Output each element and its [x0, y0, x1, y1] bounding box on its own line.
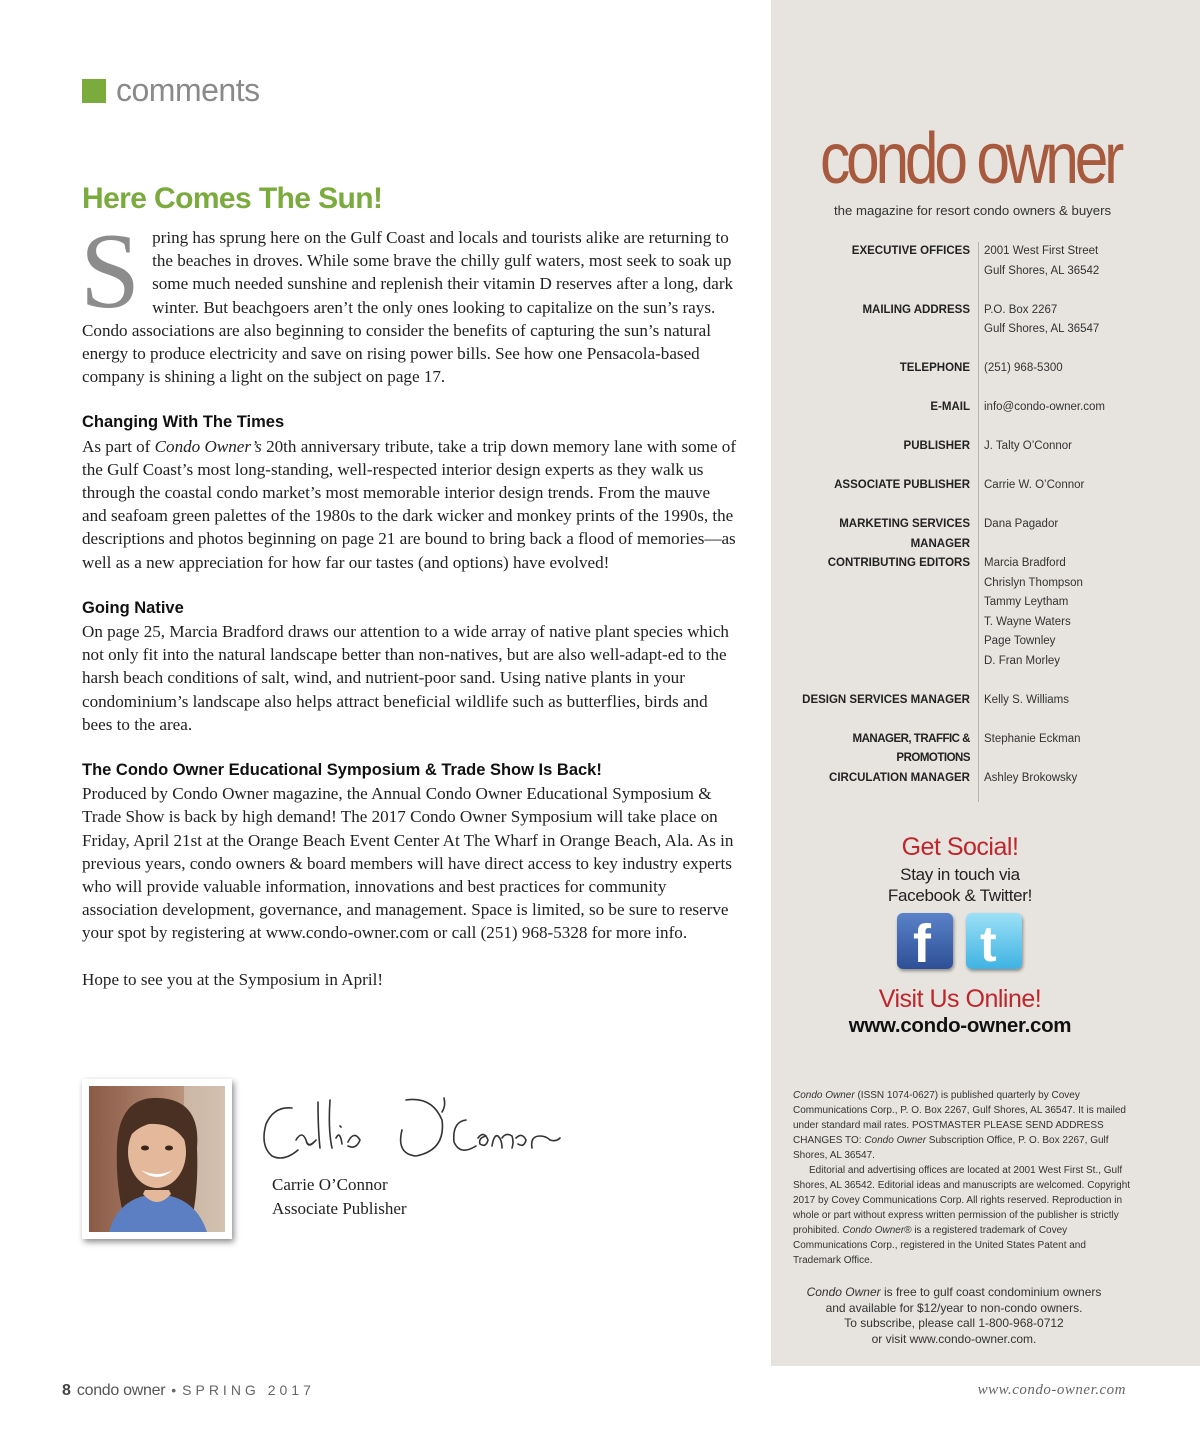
masthead-value: Stephanie Eckman	[984, 732, 1081, 745]
magazine-name-italic: Condo Owner’s	[154, 436, 262, 456]
footer-separator: •	[171, 1382, 177, 1398]
article-headline: Here Comes The Sun!	[82, 182, 383, 215]
masthead-label: DESIGN SERVICES MANAGER	[802, 693, 970, 706]
intro-paragraph	[80, 212, 738, 388]
masthead-row	[780, 398, 1160, 437]
masthead-label: ASSOCIATE PUBLISHER	[834, 479, 970, 491]
masthead-value: Kelly S. Williams	[984, 693, 1069, 706]
masthead-value: Ashley Brokowsky	[984, 771, 1078, 784]
paragraph-changing-times: As part of Condo Owner’s 20th anniversary tribute, take a trip down memory lane with some of the Gulf Coast’s most long-standing, well-respected interior design experts as they walk us through the coastal condo market’s most memorable interior design trends. From the mauve and seafoam green palettes of the 1980s to the dark wicker and monkey prints of the 1990s, the descriptions and photos beginning on page 21 are bound to bring back a flood of memories—as well as a new appreciation for how far our tastes (and options) have evolved!	[82, 436, 737, 572]
masthead-row	[780, 769, 1160, 803]
author-photo	[89, 1086, 225, 1232]
masthead-values	[978, 554, 1083, 691]
masthead-label: MARKETING SERVICES MANAGER	[839, 518, 970, 550]
masthead-values	[978, 398, 1105, 437]
article-body	[80, 212, 738, 991]
masthead-row	[780, 242, 1160, 301]
masthead-value: Dana Pagador	[984, 518, 1059, 530]
masthead-values	[978, 730, 1081, 769]
masthead-values	[978, 437, 1072, 476]
masthead-value: 2001 West First Street	[984, 245, 1099, 257]
masthead-value: D. Fran Morley	[984, 654, 1061, 667]
masthead-values	[978, 691, 1069, 730]
publication-fineprint	[793, 1088, 1133, 1268]
masthead-values	[978, 242, 1099, 301]
masthead-label: PUBLISHER	[903, 440, 970, 452]
footer-magazine-name: condo owner	[76, 1382, 166, 1399]
masthead-value: Carrie W. O’Connor	[984, 479, 1085, 491]
masthead-list	[780, 242, 1160, 802]
twitter-icon[interactable]: t	[966, 913, 1022, 969]
author-photo-frame	[82, 1079, 232, 1239]
signoff	[272, 1173, 407, 1220]
masthead-label: CONTRIBUTING EDITORS	[827, 557, 970, 569]
signature-graphic	[256, 1090, 566, 1170]
masthead-row	[780, 476, 1160, 515]
masthead-value: J. Talty O’Connor	[984, 440, 1072, 452]
get-social-heading: Get Social!	[901, 833, 1019, 861]
masthead-values	[978, 301, 1099, 360]
masthead-value: T. Wayne Waters	[984, 615, 1071, 628]
subhead-going-native: Going Native	[82, 598, 184, 617]
masthead-value: Gulf Shores, AL 36542	[984, 264, 1100, 277]
masthead-value: Gulf Shores, AL 36547	[984, 323, 1100, 335]
social-invite-line: Stay in touch via	[900, 865, 1020, 884]
paragraph-going-native: On page 25, Marcia Bradford draws our attention to a wide array of native plant species which not only fit into the natural landscape better than non-natives, but are also well-adapt-ed to the harsh beach conditions of salt, wind, and nutrient-poor sand. Using native plants in your condominium’s landscape also helps attract beneficial wildlife such as butterflies, birds and bees to the area.	[82, 622, 729, 734]
masthead-row	[780, 730, 1160, 769]
masthead-email[interactable]: info@condo-owner.com	[984, 401, 1105, 413]
section-marker	[82, 79, 106, 103]
editorial-article	[82, 182, 738, 991]
subhead-changing-times: Changing With The Times	[82, 413, 285, 432]
magazine-tagline: the magazine for resort condo owners & buyers	[834, 203, 1112, 218]
social-icons	[897, 913, 1022, 974]
social-invite-line: Facebook & Twitter!	[887, 886, 1033, 905]
drop-cap: S	[80, 212, 141, 331]
signoff-name: Carrie O’Connor	[272, 1175, 388, 1194]
masthead-label: MANAGER, TRAFFIC & PROMOTIONS	[852, 732, 970, 764]
masthead-value: Chrislyn Thompson	[984, 576, 1083, 589]
masthead-values	[978, 359, 1063, 398]
masthead-value: Marcia Bradford	[984, 557, 1066, 569]
masthead-row	[780, 691, 1160, 730]
masthead-row	[780, 515, 1160, 554]
footer-issue: SPRING 2017	[182, 1382, 315, 1398]
magazine-logo: condo owner	[820, 119, 1121, 199]
subscribe-website: or visit www.condo-owner.com.	[871, 1331, 1037, 1346]
section-label: comments	[116, 72, 260, 108]
fineprint-paragraph: Editorial and advertising offices are located at 2001 West First St., Gulf Shores, AL 36542. Editorial ideas and manuscripts are welcomed. Copyright 2017 by Covey Communications Corp. All rights reserved. Reproduction in whole or part without express written permission of the publisher is strictly prohibited. Condo Owner® is a registered trademark of Covey Communications Corp., registered in the United States Patent and Trademark Office.	[793, 1165, 1131, 1266]
masthead-value: (251) 968-5300	[984, 362, 1063, 374]
masthead-values	[978, 769, 1077, 803]
masthead-values	[978, 515, 1058, 554]
social-invite	[771, 864, 1149, 906]
closing-line: Hope to see you at the Symposium in April!	[82, 969, 384, 989]
masthead-label: EXECUTIVE OFFICES	[851, 245, 970, 257]
masthead-row	[780, 437, 1160, 476]
masthead-label: CIRCULATION MANAGER	[829, 771, 970, 784]
masthead-value: Tammy Leytham	[984, 596, 1069, 608]
masthead-values	[978, 476, 1084, 515]
footer-website: www.condo-owner.com	[977, 1382, 1126, 1398]
masthead-row	[780, 359, 1160, 398]
facebook-icon[interactable]: f	[897, 913, 953, 969]
signoff-title: Associate Publisher	[272, 1198, 407, 1218]
masthead-label: E-MAIL	[930, 401, 970, 413]
intro-text: pring has sprung here on the Gulf Coast and locals and tourists alike are returning to the beaches in droves. While some brave the chilly gulf waters, most seek to soak up some much needed sunshine and replenish their vitamin D reserves after a long, dark winter. But beachgoers aren’t the only ones looking to capitalize on the sun’s rays. Condo associations are also beginning to consider the benefits of capturing the sun’s natural energy to produce electricity and save on rising power bills. See how one Pensacola-based company is shining a light on the subject on page 17.	[82, 228, 734, 387]
masthead-label: TELEPHONE	[899, 362, 970, 374]
page-footer	[62, 1382, 315, 1400]
masthead-value: P.O. Box 2267	[984, 303, 1058, 316]
visit-online-heading: Visit Us Online!	[878, 985, 1042, 1013]
masthead-row	[780, 554, 1160, 691]
masthead-row	[780, 301, 1160, 360]
subhead-symposium: The Condo Owner Educational Symposium & Trade Show Is Back!	[82, 761, 602, 780]
masthead-value: Page Townley	[984, 635, 1056, 647]
paragraph-symposium: Produced by Condo Owner magazine, the Annual Condo Owner Educational Symposium & Trade Show is back by high demand! The 2017 Condo Owner Symposium will take place on Friday, April 21st at the Orange Beach Event Center At The Wharf in Orange Beach, Ala. As in previous years, condo owners & board members will have direct access to key industry experts who will provide valuable information, innovations and best practices for community association development, governance, and management. Space is limited, so be sure to reserve your spot by registering at www.condo-owner.com or call (251) 968-5328 for more info.	[82, 784, 734, 943]
subscription-info: Condo Owner is free to gulf coast condominium owners and available for $12/year to non-condo owners. To subscribe, please call 1-800-968-0712 or visit www.condo-owner.com.	[771, 1285, 1137, 1347]
fineprint-paragraph: Condo Owner (ISSN 1074-0627) is published quarterly by Covey Communications Corp., P. O. Box 2267, Gulf Shores, AL 36547. It is mailed under standard mail rates. POSTMASTER PLEASE SEND ADDRESS CHANGES TO: Condo Owner Subscription Office, P. O. Box 2267, Gulf Shores, AL 36547.	[793, 1090, 1126, 1161]
page-number: 8	[62, 1382, 71, 1399]
subscribe-phone: To subscribe, please call 1-800-968-0712	[844, 1316, 1064, 1331]
website-link[interactable]: www.condo-owner.com	[848, 1014, 1072, 1037]
masthead-label: MAILING ADDRESS	[862, 303, 970, 316]
section-header	[82, 72, 260, 109]
